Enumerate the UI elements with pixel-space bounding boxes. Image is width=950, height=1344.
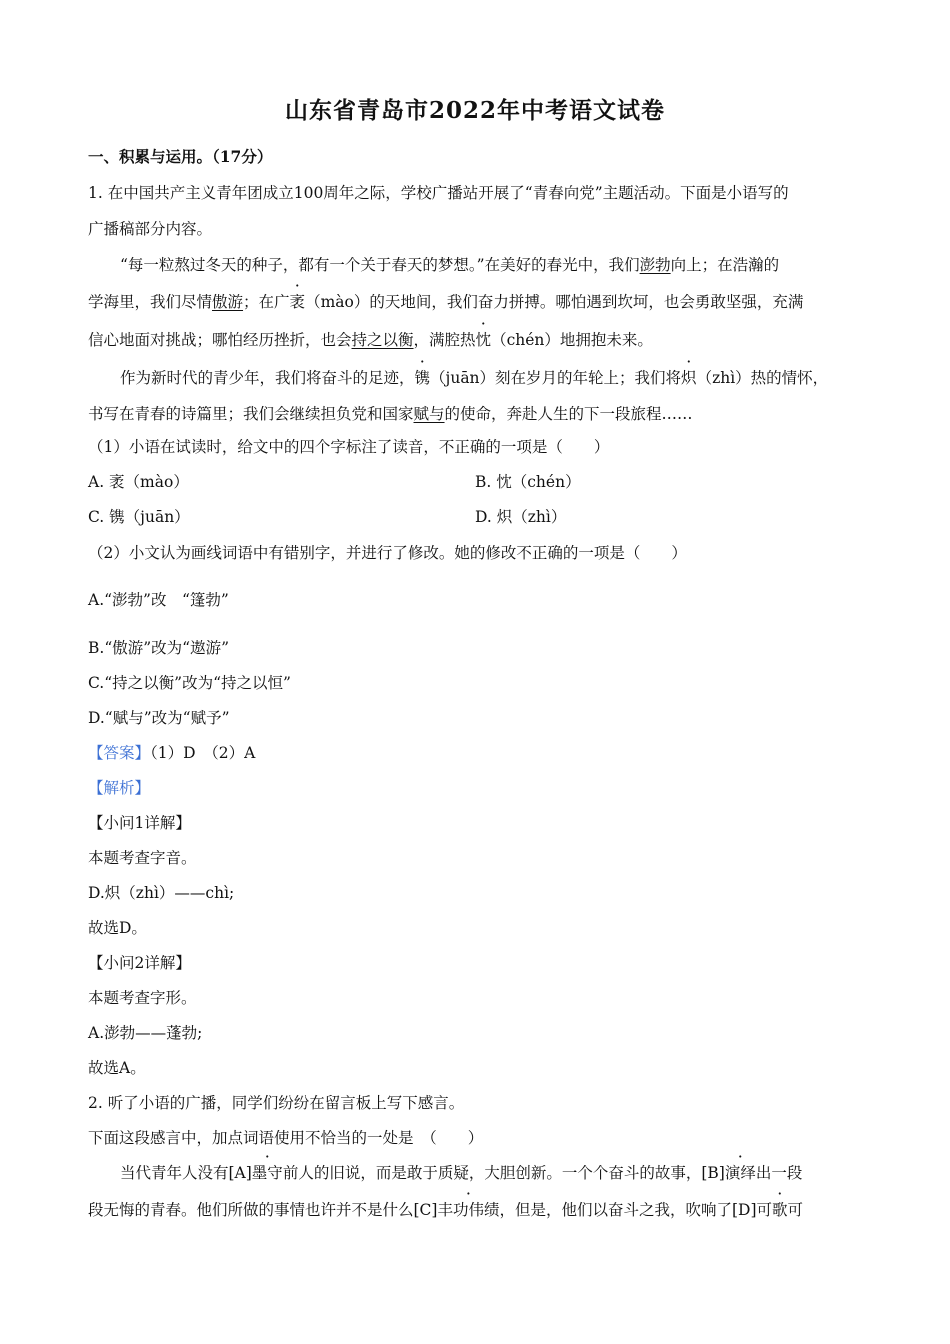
underlined-word-1: 澎勃 (639, 256, 671, 274)
text: （juān）刻在岁月的年轮上；我们将 (430, 369, 682, 387)
underlined-word-2: 傲游 (212, 293, 244, 311)
answer-text: （1）D （2）A (150, 744, 256, 762)
passage-line-5 (88, 404, 693, 424)
passage-line-3 (88, 330, 653, 350)
detail-line: 故选A。 (88, 1059, 146, 1077)
underlined-word-3: 持之以衡 (351, 331, 414, 349)
passage-line-2 (88, 292, 803, 312)
text: 书写在青春的诗篇里；我们会继续担负党和国家 (88, 405, 414, 423)
option-a: A. 袤（mào） (88, 473, 189, 491)
text: （mào）的天地间，我们奋力拼搏。哪怕遇到坎坷，也会勇敢坚强，充满 (305, 293, 804, 311)
option-a: A.“澎勃”改 “篷勃” (88, 591, 229, 609)
option-c: C. 镌（juān） (88, 508, 190, 526)
dotted-word-b: 演绎 (724, 1164, 756, 1182)
detail-line: 本题考查字形。 (88, 989, 197, 1007)
q2-line2: 下面这段感言中，加点词语使用不恰当的一处是 （ ） (88, 1129, 484, 1147)
text: ，满腔热 (413, 331, 476, 349)
option-c: C.“持之以衡”改为“持之以恒” (88, 674, 291, 692)
q2-passage-line-1 (120, 1163, 802, 1183)
detail-heading-2: 【小问2详解】 (88, 954, 191, 972)
text: 向上；在浩瀚的 (670, 256, 780, 274)
text: （zhì）热的情怀， (696, 369, 829, 387)
text: 段无悔的青春。他们所做的事情也许并不是什么[C] (88, 1201, 438, 1219)
analysis-label: 【解析】 (88, 779, 151, 797)
dotted-word-c: 丰功伟绩 (437, 1201, 500, 1219)
detail-line: A.澎勃——蓬勃; (88, 1024, 203, 1042)
text: 作为新时代的青少年，我们将奋斗的足迹， (120, 369, 415, 387)
passage-line-4 (120, 368, 828, 388)
dotted-word-a: 墨守 (251, 1164, 283, 1182)
text: ，但是，他们以奋斗之我，吹响了[D] (499, 1201, 757, 1219)
detail-heading-1: 【小问1详解】 (88, 814, 191, 832)
q2-passage-line-2 (88, 1200, 803, 1220)
text: 前人的旧说，而是敢于质疑，大胆创新。一个个奋斗的故事，[B] (282, 1164, 725, 1182)
section-heading: 一、积累与运用。（17分） (88, 147, 273, 166)
page-title: 山东省青岛市2022年中考语文试卷 (284, 97, 665, 124)
option-b: B. 忱（chén） (475, 473, 581, 491)
dotted-char: 袤 (289, 293, 306, 311)
text: 学海里，我们尽情 (88, 293, 213, 311)
text: 出一段 (755, 1164, 803, 1182)
option-d: D. 炽（zhì） (475, 508, 567, 526)
sub-question-1: （1）小语在试读时，给文中的四个字标注了读音，不正确的一项是（ ） (88, 438, 610, 456)
answer-label: 【答案】 (88, 744, 151, 762)
dotted-char: 忱 (475, 331, 492, 349)
text: 当代青年人没有[A] (120, 1164, 252, 1182)
q1-intro-line1: 1. 在中国共产主义青年团成立100周年之际，学校广播站开展了“青春向党”主题活动。下面是小语写的 (88, 184, 789, 202)
text: ；在广 (243, 293, 290, 311)
dotted-word-d: 可歌可 (756, 1201, 804, 1219)
q2-line1: 2. 听了小语的广播，同学们纷纷在留言板上写下感言。 (88, 1094, 465, 1112)
text: 信心地面对挑战；哪怕经历挫折，也会 (88, 331, 352, 349)
q1-intro-line2: 广播稿部分内容。 (88, 220, 213, 238)
option-d: D.“赋与”改为“赋予” (88, 709, 230, 727)
text: 的使命，奔赴人生的下一段旅程…… (444, 405, 693, 423)
passage-line-1 (120, 255, 779, 275)
detail-line: 本题考查字音。 (88, 849, 197, 867)
text: （chén）地拥抱未来。 (491, 331, 653, 349)
text: “每一粒熬过冬天的种子，都有一个关于春天的梦想。”在美好的春光中，我们 (120, 256, 640, 274)
answer-line (88, 743, 255, 763)
dotted-char: 炽 (681, 369, 697, 387)
detail-line: D.炽（zhì）——chì; (88, 884, 235, 902)
detail-line: 故选D。 (88, 919, 147, 937)
sub-question-2: （2）小文认为画线词语中有错别字，并进行了修改。她的修改不正确的一项是（ ） (88, 544, 687, 562)
dotted-char: 镌 (414, 369, 431, 387)
underlined-word-4: 赋与 (413, 405, 445, 423)
option-b: B.“傲游”改为“遨游” (88, 639, 230, 657)
